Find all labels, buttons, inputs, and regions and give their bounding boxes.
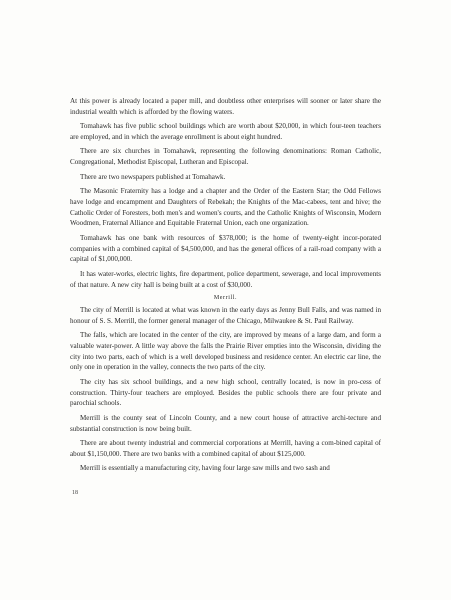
paragraph: At this power is already located a paper mill, and doubtless other enterprises will sooner or later share the industrial wealth which is afforded by the flowing waters. [70, 97, 381, 116]
paragraph: There are two newspapers published at Tomahawk. [80, 172, 226, 181]
paragraph: There are six churches in Tomahawk, representing the following denominations: Roman Catholic, Congregational, Methodist Episcopal, Lutheran and Episcopal. [70, 147, 381, 167]
paragraph: Tomahawk has five public school buildings which are worth about $20,000, in which four-teen teachers are employed, and in which the average enrollment is about eight hundred. [70, 122, 381, 141]
paragraph: The city has six school buildings, and a new high school, centrally located, is now in pro-cess of construction. Thirty-four teachers are employed. Besides the public schools there are four private and parochial schools. [70, 377, 381, 408]
body-text [70, 96, 381, 478]
paragraph: The falls, which are located in the center of the city, are improved by means of a large dam, and form a valuable water-power. A little way above the falls the Prairie River empties into the Wisconsin, dividing the city into two parts, each of which is a well developed business and residence center. An electric car line, the only one in operation in the valley, connects the two parts of the city. [70, 331, 381, 372]
section-heading: Merrill. [213, 294, 238, 301]
page-number: 18 [72, 490, 78, 496]
paragraph: There are about twenty industrial and commercial corporations at Merrill, having a com-bined capital of about $1,150,000. There are two banks with a combined capital of about $125,000. [70, 439, 381, 458]
paragraph: Tomahawk has one bank with resources of $378,000; is the home of twenty-eight incor-porated companies with a combined capital of $4,500,000, and has the general offices of a rail-road company with a capital of $1,000,000. [70, 233, 381, 264]
paragraph: Merrill is the county seat of Lincoln County, and a new court house of attractive archi-tecture and substantial construction is now being built. [70, 413, 381, 433]
paragraph: The Masonic Fraternity has a lodge and a chapter and the Order of the Eastern Star; the Odd Fellows have lodge and encampment and Daughters of Rebekah; the Knights of the Mac-cabees, tent and hive; the Catholic Order of Foresters, both men's and women's courts, and the Catholic Knights of Wisconsin, Modern Woodmen, Fraternal Alliance and Equitable Fraternal Union, each one organization. [70, 186, 381, 228]
paragraph: Merrill is essentially a manufacturing city, having four large saw mills and two sash and [80, 464, 330, 473]
paragraph: The city of Merrill is located at what was known in the early days as Jenny Bull Falls, and was named in honour of S. S. Merrill, the former general manager of the Chicago, Milwaukee & St. Paul Railway. [70, 305, 381, 325]
paragraph: It has water-works, electric lights, fire department, police department, sewerage, and local improvements of that nature. A new city hall is being built at a cost of $30,000. [70, 269, 381, 289]
